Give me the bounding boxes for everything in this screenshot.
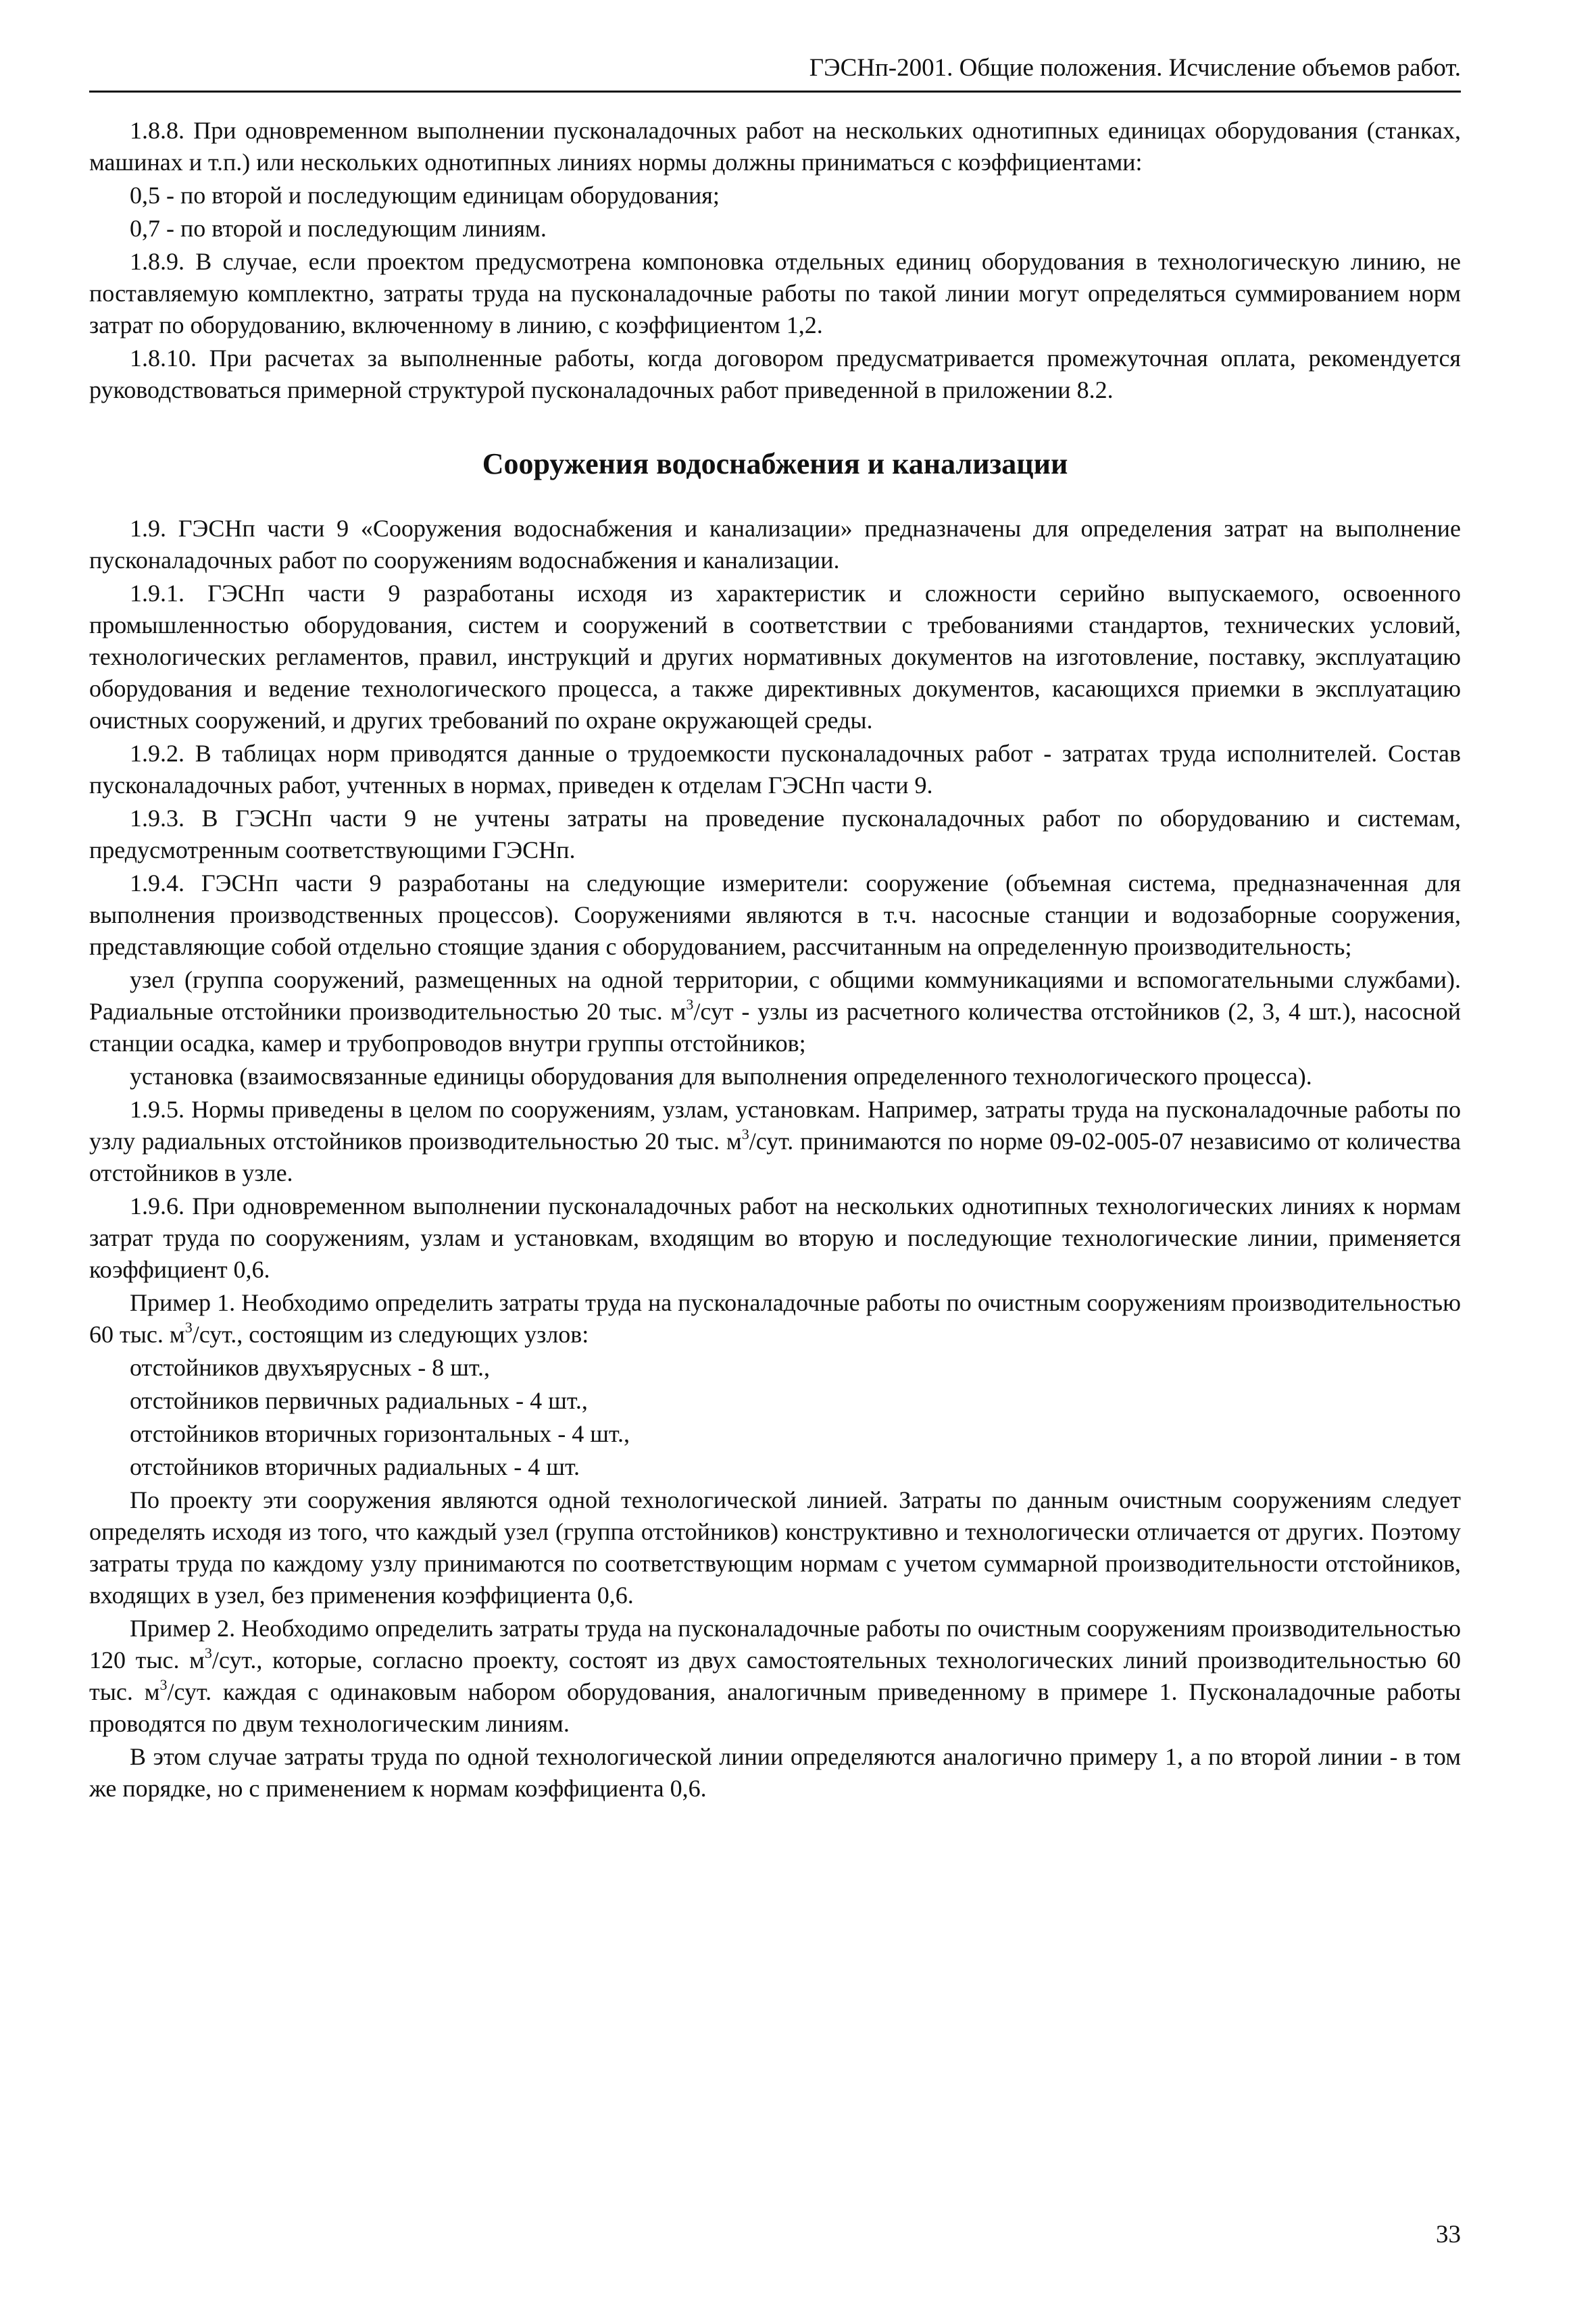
text-run: узел (группа сооружений, размещенных на одной территории, с общими коммуникациями и вспомогательными службами). Радиальные отстойники производительностью 20 тыс. м [89, 966, 1461, 1025]
superscript-3: 3 [686, 996, 694, 1013]
example-1-intro [89, 1287, 1461, 1351]
text-run: 1.9.5. Нормы приведены в целом по сооружениям, узлам, установкам. Например, затраты труда на пусконаладочные работы по узлу радиальных отстойников производительностью 20 тыс. м [89, 1096, 1461, 1155]
section-title: Сооружения водоснабжения и канализации [482, 447, 1068, 480]
superscript-3: 3 [741, 1126, 749, 1142]
paragraph-1-9-6: 1.9.6. При одновременном выполнении пусконаладочных работ на нескольких однотипных технологических линиях к нормам затрат труда по сооружениям, узлам и установкам, входящим во вторую и последующие технологические линии, применяется коэффициент 0,6. [89, 1192, 1461, 1283]
text-run: /сут. каждая с одинаковым набором оборудования, аналогичным приведенному в примере 1. Пусконаладочные работы проводятся по двум технологическим линиям. [89, 1678, 1461, 1737]
coefficient-item: 0,5 - по второй и последующим единицам оборудования; [130, 182, 720, 209]
text-run: /сут. принимаются по норме 09-02-005-07 независимо от количества отстойников в узле. [89, 1128, 1461, 1186]
example-2 [89, 1613, 1461, 1740]
text-run: Пример 1. Необходимо определить затраты труда на пусконаладочные работы по очистным сооружениям производительностью 60 тыс. м [89, 1289, 1461, 1348]
paragraph-1-8-8: 1.8.8. При одновременном выполнении пусконаладочных работ на нескольких однотипных единицах оборудования (станках, машинах и т.п.) или нескольких однотипных линиях нормы должны приниматься с коэффициентами: [89, 117, 1461, 176]
list-item: отстойников вторичных горизонтальных - 4 шт., [130, 1420, 630, 1447]
paragraph-1-9-1: 1.9.1. ГЭСНп части 9 разработаны исходя из характеристик и сложности серийно выпускаемого, освоенного промышленностью оборудования, систем и сооружений в соответствии с требованиями стандартов, технических условий, технологических регламентов, правил, инструкций и других нормативных документов на изготовление, поставку, эксплуатацию оборудования и ведение технологического процесса, а также директивных документов, касающихся приемки в эксплуатацию очистных сооружений, и других требований по охране окружающей среды. [89, 580, 1461, 734]
text-run: Пример 2. Необходимо определить затраты труда на пусконаладочные работы по очистным сооружениям производительностью 120 тыс. м [89, 1615, 1461, 1674]
superscript-3: 3 [159, 1676, 168, 1693]
final-paragraph: В этом случае затраты труда по одной технологической линии определяются аналогично примеру 1, а по второй линии - в том же порядке, но с применением к нормам коэффициента 0,6. [89, 1743, 1461, 1802]
paragraph-1-9-2: 1.9.2. В таблицах норм приводятся данные о трудоемкости пусконаладочных работ - затратах труда исполнителей. Состав пусконаладочных работ, учтенных в нормах, приведен к отделам ГЭСНп части 9. [89, 740, 1461, 799]
paragraph-ustanovka: установка (взаимосвязанные единицы оборудования для выполнения определенного технологического процесса). [130, 1063, 1312, 1090]
text-run: /сут., состоящим из следующих узлов: [192, 1321, 589, 1348]
running-header: ГЭСНп-2001. Общие положения. Исчисление объемов работ. [89, 53, 1461, 93]
paragraph-1-8-10: 1.8.10. При расчетах за выполненные работы, когда договором предусматривается промежуточная оплата, рекомендуется руководствоваться примерной структурой пусконаладочных работ приведенной в приложении 8.2. [89, 345, 1461, 403]
paragraph-1-9-3: 1.9.3. В ГЭСНп части 9 не учтены затраты на проведение пусконаладочных работ по оборудованию и системам, предусмотренным соответствующими ГЭСНп. [89, 805, 1461, 863]
page-number: 33 [1436, 2221, 1461, 2248]
page-body [89, 115, 1461, 1806]
list-item: отстойников двухъярусных - 8 шт., [130, 1354, 490, 1381]
superscript-3: 3 [184, 1319, 193, 1336]
text-run: /сут - узлы из расчетного количества отстойников (2, 3, 4 шт.), насосной станции осадка, камер и трубопроводов внутри группы отстойников; [89, 998, 1461, 1057]
superscript-3: 3 [204, 1644, 212, 1661]
list-item: отстойников первичных радиальных - 4 шт., [130, 1387, 588, 1414]
paragraph-uzel [89, 964, 1461, 1059]
coefficient-item: 0,7 - по второй и последующим линиям. [130, 215, 547, 242]
paragraph-1-9: 1.9. ГЭСНп части 9 «Сооружения водоснабжения и канализации» предназначены для определения затрат на выполнение пусконаладочных работ по сооружениям водоснабжения и канализации. [89, 515, 1461, 574]
list-item: отстойников вторичных радиальных - 4 шт. [130, 1453, 580, 1480]
paragraph-1-9-4: 1.9.4. ГЭСНп части 9 разработаны на следующие измерители: сооружение (объемная система, предназначенная для выполнения производственных процессов). Сооружениями являются в т.ч. насосные станции и водозаборные сооружения, представляющие собой отдельно стоящие здания с оборудованием, рассчитанным на определенную производительность; [89, 870, 1461, 960]
example-1-text: По проекту эти сооружения являются одной технологической линией. Затраты по данным очистным сооружениям следует определять исходя из того, что каждый узел (группа отстойников) конструктивно и технологически отличается от других. Поэтому затраты труда по каждому узлу принимаются по соответствующим нормам с учетом суммарной производительности отстойников, входящих в узел, без применения коэффициента 0,6. [89, 1486, 1461, 1609]
text-run: /сут., которые, согласно проекту, состоят из двух самостоятельных технологических линий производительностью 60 тыс. м [89, 1646, 1461, 1705]
paragraph-1-9-5 [89, 1094, 1461, 1189]
paragraph-1-8-9: 1.8.9. В случае, если проектом предусмотрена компоновка отдельных единиц оборудования в технологическую линию, не поставляемую комплектно, затраты труда на пусконаладочные работы по такой линии могут определяться суммированием норм затрат по оборудованию, включенному в линию, с коэффициентом 1,2. [89, 248, 1461, 338]
